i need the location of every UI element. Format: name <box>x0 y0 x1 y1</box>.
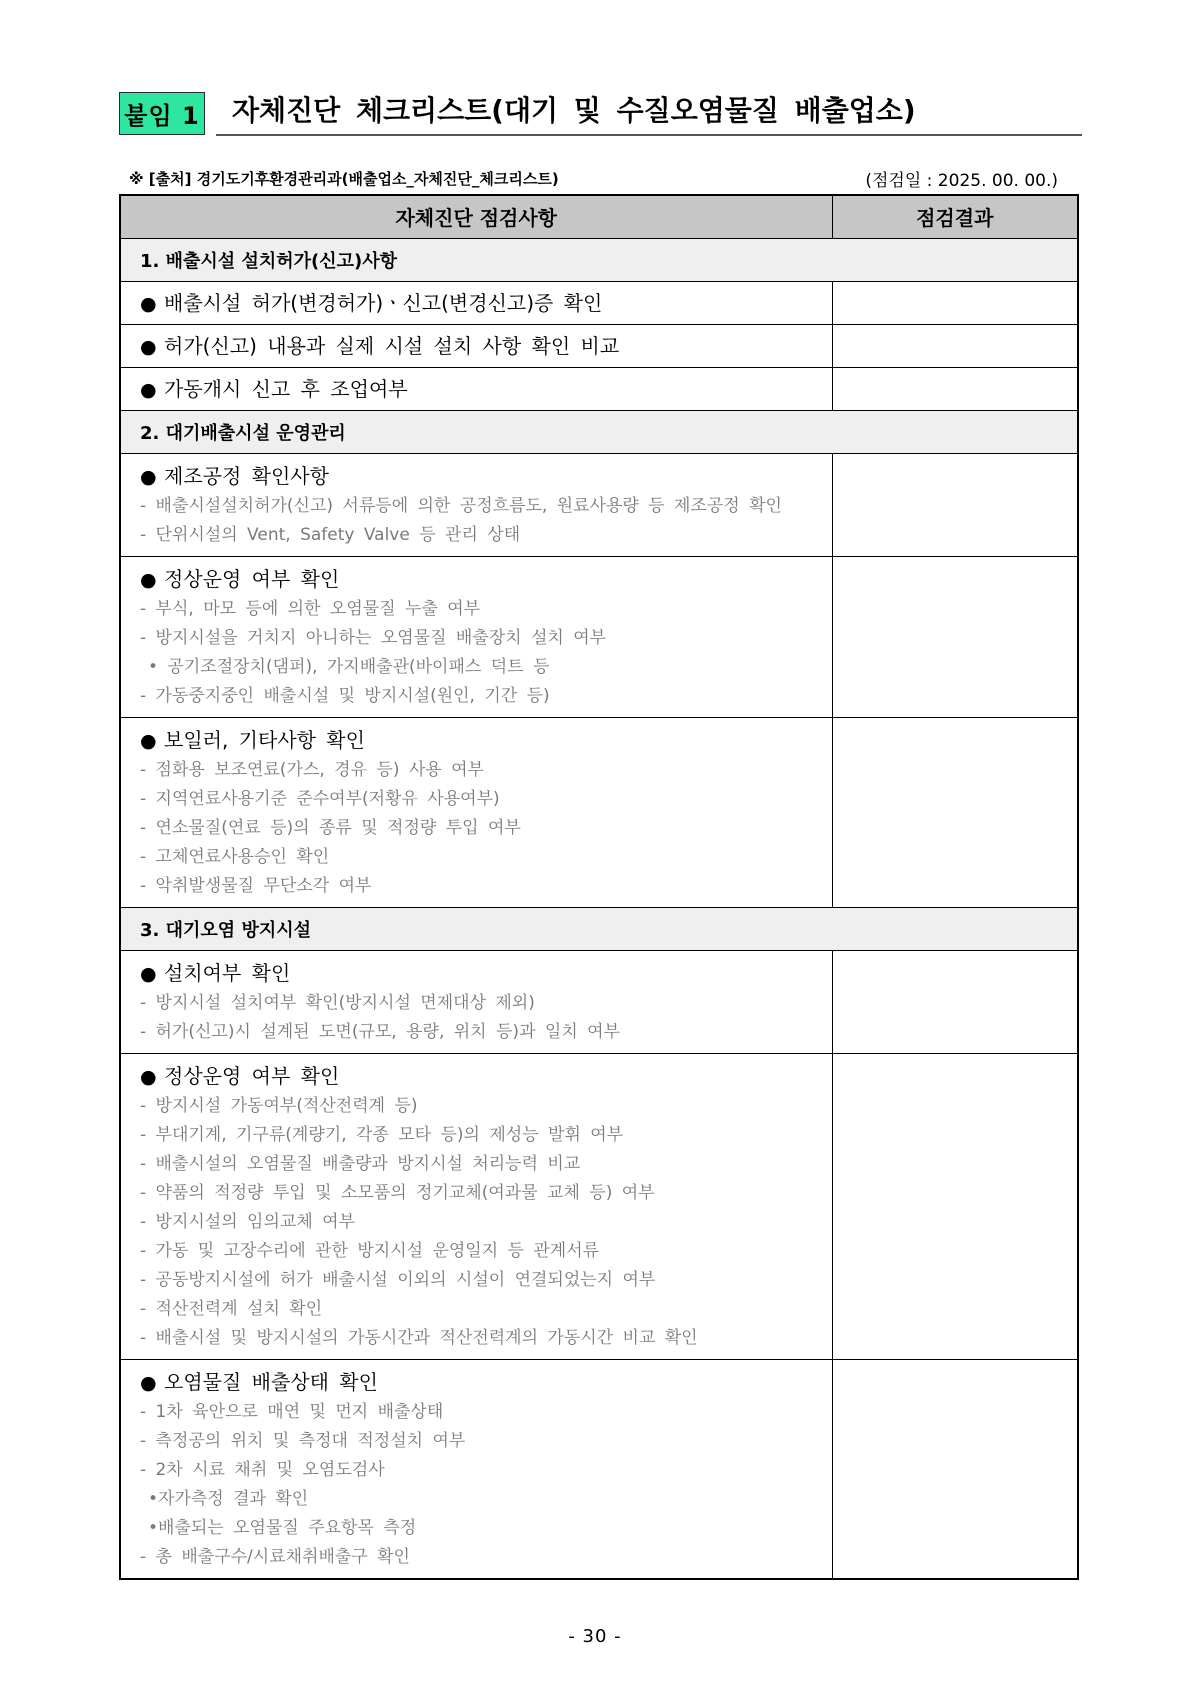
bullet-icon: ● <box>140 568 157 591</box>
check-item <box>140 563 832 595</box>
check-item-detail: - 부대기계, 기구류(계량기, 각종 모타 등)의 제성능 발휘 여부 <box>140 1124 624 1145</box>
check-item-cell <box>120 281 832 324</box>
attachment-badge <box>119 92 205 135</box>
bullet-icon: ● <box>140 962 157 985</box>
source-line <box>129 166 1058 190</box>
check-item-detail: - 점화용 보조연료(가스, 경유 등) 사용 여부 <box>140 759 484 780</box>
check-item-detail: •자가측정 결과 확인 <box>148 1488 309 1509</box>
section-title: 3. 대기오염 방지시설 <box>120 907 1078 950</box>
section-title: 1. 배출시설 설치허가(신고)사항 <box>120 238 1078 281</box>
page-number: - 30 - <box>568 1626 622 1647</box>
check-item-detail: - 고체연료사용승인 확인 <box>140 846 330 867</box>
bullet-icon: ● <box>140 465 157 488</box>
bullet-icon: ● <box>140 1065 157 1088</box>
table-row <box>120 556 1078 717</box>
check-item-label: 오염물질 배출상태 확인 <box>164 1369 378 1394</box>
check-item-label: 허가(신고) 내용과 실제 시설 설치 사항 확인 비교 <box>164 333 620 358</box>
check-item-detail: - 1차 육안으로 매연 및 먼지 배출상태 <box>140 1401 444 1422</box>
title-underline <box>216 134 1082 136</box>
check-item-cell <box>120 717 832 907</box>
table-row <box>120 367 1078 410</box>
check-item <box>140 1060 832 1092</box>
check-result-cell <box>832 1359 1078 1579</box>
check-item-detail: - 배출시설 및 방지시설의 가동시간과 적산전력계의 가동시간 비교 확인 <box>140 1327 698 1348</box>
attachment-badge-label: 붙임 1 <box>124 102 200 130</box>
check-item-detail: - 방지시설을 거치지 아니하는 오염물질 배출장치 설치 여부 <box>140 627 607 648</box>
checklist-table <box>119 194 1079 1580</box>
check-result-cell <box>832 367 1078 410</box>
check-result-cell <box>832 717 1078 907</box>
section-row <box>120 410 1078 453</box>
check-item-detail: - 가동 및 고장수리에 관한 방지시설 운영일지 등 관계서류 <box>140 1240 600 1261</box>
check-result-cell <box>832 1053 1078 1359</box>
table-row <box>120 281 1078 324</box>
check-item-label: 보일러, 기타사항 확인 <box>164 727 365 752</box>
check-item-detail: - 방지시설의 임의교체 여부 <box>140 1211 355 1232</box>
source-text: ※ [출처] 경기도기후환경관리과(배출업소_자체진단_체크리스트) <box>129 169 559 188</box>
check-result-cell <box>832 556 1078 717</box>
check-item-detail: - 가동중지중인 배출시설 및 방지시설(원인, 기간 등) <box>140 685 550 706</box>
bullet-icon: ● <box>140 729 157 752</box>
check-item-label: 설치여부 확인 <box>164 960 291 985</box>
section-title: 2. 대기배출시설 운영관리 <box>120 410 1078 453</box>
check-item-detail: - 방지시설 가동여부(적산전력계 등) <box>140 1095 418 1116</box>
check-item-detail: - 단위시설의 Vent, Safety Valve 등 관리 상태 <box>140 524 521 545</box>
check-item-detail: •배출되는 오염물질 주요항목 측정 <box>148 1517 417 1538</box>
check-item-label: 가동개시 신고 후 조업여부 <box>164 376 408 401</box>
table-header-row <box>120 195 1078 238</box>
check-item <box>140 957 832 989</box>
table-row <box>120 324 1078 367</box>
check-item-detail: - 적산전력계 설치 확인 <box>140 1298 323 1319</box>
check-item-detail: - 측정공의 위치 및 측정대 적정설치 여부 <box>140 1430 466 1451</box>
check-item <box>140 460 832 492</box>
check-item-cell <box>120 453 832 556</box>
check-item-cell <box>120 556 832 717</box>
header-checklist-items: 자체진단 점검사항 <box>120 195 832 238</box>
check-item-detail: - 배출시설의 오염물질 배출량과 방지시설 처리능력 비교 <box>140 1153 581 1174</box>
section-row <box>120 238 1078 281</box>
check-item-detail: • 공기조절장치(댐퍼), 가지배출관(바이패스 덕트 등 <box>148 656 550 677</box>
check-item <box>140 724 832 756</box>
check-result-cell <box>832 281 1078 324</box>
check-item <box>140 287 832 319</box>
check-item-cell <box>120 1053 832 1359</box>
check-item <box>140 330 832 362</box>
check-item-detail: - 악취발생물질 무단소각 여부 <box>140 875 372 896</box>
table-row <box>120 453 1078 556</box>
check-item-detail: - 허가(신고)시 설계된 도면(규모, 용량, 위치 등)과 일치 여부 <box>140 1021 620 1042</box>
check-item-label: 정상운영 여부 확인 <box>164 566 340 591</box>
inspection-date: (점검일 : 2025. 00. 00.) <box>865 170 1058 191</box>
checklist-body <box>120 238 1078 1579</box>
check-item-cell <box>120 950 832 1053</box>
bullet-icon: ● <box>140 335 157 358</box>
table-row <box>120 717 1078 907</box>
bullet-icon: ● <box>140 1371 157 1394</box>
bullet-icon: ● <box>140 292 157 315</box>
check-result-cell <box>832 950 1078 1053</box>
check-item-cell <box>120 367 832 410</box>
table-row <box>120 1053 1078 1359</box>
check-item-detail: - 방지시설 설치여부 확인(방지시설 면제대상 제외) <box>140 992 535 1013</box>
table-row <box>120 950 1078 1053</box>
table-row <box>120 1359 1078 1579</box>
check-item <box>140 1366 832 1398</box>
check-item-detail: - 약품의 적정량 투입 및 소모품의 정기교체(여과물 교체 등) 여부 <box>140 1182 655 1203</box>
check-item-label: 정상운영 여부 확인 <box>164 1063 340 1088</box>
check-item-detail: - 부식, 마모 등에 의한 오염물질 누출 여부 <box>140 598 481 619</box>
header-check-result: 점검결과 <box>832 195 1078 238</box>
check-item-detail: - 지역연료사용기준 준수여부(저황유 사용여부) <box>140 788 500 809</box>
check-item <box>140 373 832 405</box>
check-item-detail: - 총 배출구수/시료채취배출구 확인 <box>140 1546 410 1567</box>
check-result-cell <box>832 324 1078 367</box>
bullet-icon: ● <box>140 378 157 401</box>
section-row <box>120 907 1078 950</box>
check-item-cell <box>120 1359 832 1579</box>
document-title: 자체진단 체크리스트(대기 및 수질오염물질 배출업소) <box>232 94 916 127</box>
check-result-cell <box>832 453 1078 556</box>
check-item-detail: - 배출시설설치허가(신고) 서류등에 의한 공정흐름도, 원료사용량 등 제조공정 확인 <box>140 495 782 516</box>
check-item-detail: - 공동방지시설에 허가 배출시설 이외의 시설이 연결되었는지 여부 <box>140 1269 656 1290</box>
check-item-detail: - 2차 시료 채취 및 오염도검사 <box>140 1459 385 1480</box>
check-item-label: 배출시설 허가(변경허가)ㆍ신고(변경신고)증 확인 <box>164 290 603 315</box>
check-item-cell <box>120 324 832 367</box>
check-item-label: 제조공정 확인사항 <box>164 463 329 488</box>
check-item-detail: - 연소물질(연료 등)의 종류 및 적정량 투입 여부 <box>140 817 521 838</box>
